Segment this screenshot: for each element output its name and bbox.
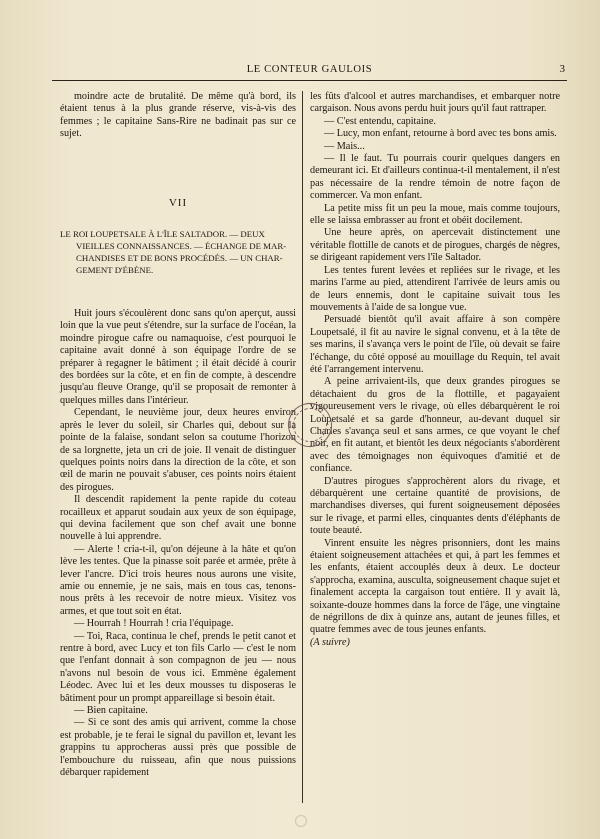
paragraph: Les tentes furent levées et repliées sur le rivage, et les marins l'arme au pied, attendirent l'arrivée de leurs amis ou de leurs ennemis, dont le capitaine suivait tous les mouvements à l'aide de sa longue vue. xyxy=(310,264,560,313)
paragraph: Huit jours s'écoulèrent donc sans qu'on aperçut, aussi loin que la vue peut s'étendre, sur la surface de l'océan, la moindre pirogue cafre ou namaquoise, c'est pourquoi le capitaine avait donné à son équipage l'ordre de se préparer à regagner le bâtiment ; il était décidé à courir des bordées sur la côte, et en fin de compte, à descendre jusqu'au fleuve Orange, qu'il se proposait de remonter à quelques milles dans l'intérieur. xyxy=(60,308,296,406)
paragraph: D'autres pirogues s'approchèrent alors du rivage, et débarquèrent une certaine quantité de provisions, de marchandises diverses, qui furent soigneusement déposées sur le rivage, et parmi elles, cinquantes dents d'éléphants de toute beauté. xyxy=(310,475,560,537)
dialogue-paragraph: — Alerte ! cria-t-il, qu'on déjeune à la hâte et qu'on lève les tentes. Que la pinasse soit parée et armée, prête à lever l'ancre. D'ici trois heures nous aurons une visite, amie ou ennemie, je ne sais, mais en tous cas, tenons-nous prêts à les recevoir de notre mieux. Visitez vos armes, et que tout soit en état. xyxy=(60,543,296,617)
dialogue-paragraph: — Hourrah ! Hourrah ! cria l'équipage. xyxy=(74,618,234,630)
column-divider xyxy=(302,91,303,803)
paragraph: moindre acte de brutalité. De même qu'à bord, ils étaient tenus à la plus grande réserve, vis-à-vis des femmes ; le capitaine Sans-Rire ne badinait pas sur ce sujet. xyxy=(60,91,296,140)
dialogue-paragraph: — Bien capitaine. xyxy=(74,705,148,717)
page-number: 3 xyxy=(559,63,565,75)
dialogue-paragraph: — Lucy, mon enfant, retourne à bord avec tes bons amis. xyxy=(324,128,557,140)
left-column xyxy=(60,91,296,779)
to-be-continued: (A suivre) xyxy=(310,636,350,648)
dialogue-paragraph: — Toi, Raca, continua le chef, prends le petit canot et rentre à bord, avec Lucy et ton fils Carlo — c'est le nom que l'enfant donnait à son compagnon de jeu — nous n'avons nul besoin de vous ici. Emmène également Léodec. Avec lui et les deux mousses tu disposeras le bâtiment pour un prompt appareillage si besoin était. xyxy=(60,630,296,704)
dialogue-paragraph: — Si ce sont des amis qui arrivent, comme la chose est probable, je te ferai le signal du pavillon et, levant les grappins tu approcheras aussi près que possible de l'embouchure du ruisseau, afin que nous puissions débarquer rapidement xyxy=(60,717,296,779)
summary-line: VIEILLES CONNAISSANCES. — ÉCHANGE DE MAR- xyxy=(76,241,287,252)
chapter-summary xyxy=(60,228,296,276)
summary-line: LE ROI LOUPETSALE À L'ÎLE SALTADOR. — DEUX xyxy=(60,229,265,240)
right-column xyxy=(310,91,560,649)
paragraph: les fûts d'alcool et autres marchandises, et embarquer notre cargaison. Nous avons perdu huit jours qu'il faut rattraper. xyxy=(310,91,560,115)
dialogue-paragraph: — Il le faut. Tu pourrais courir quelques dangers en demeurant ici. Et d'ailleurs continua-t-il mentalement, il n'est pas nécessaire de la rendre témoin de notre façon de commercer. Va mon enfant. xyxy=(310,153,560,202)
running-title: LE CONTEUR GAULOIS xyxy=(246,64,373,75)
chapter-heading: VII xyxy=(168,196,188,209)
paragraph: A peine arrivaient-ils, que deux grandes pirogues se détachaient du gros de la flottille, et pagayaient vigoureusement vers le rivage, où elles débarquèrent le roi Loupetsalé et sa garde d'honneur, au-devant duquel sir Charles s'avança seul et sans armes, ce que voyant le chef noir, en fit autant, et bientôt les deux négociants s'abordèrent avec des témoignages non équivoques d'amitié et de confiance. xyxy=(310,376,560,475)
dialogue-paragraph: — C'est entendu, capitaine. xyxy=(324,115,436,127)
paragraph: Il descendit rapidement la pente rapide du coteau rocailleux et apparut soudain aux yeux de son équipage, qui devina facilement que son chef avait une bonne nouvelle à lui apprendre. xyxy=(60,494,296,543)
paragraph: Cependant, le neuvième jour, deux heures environ après le lever du soleil, sir Charles qui, debout sur la pointe de la falaise, sondant selon sa coutume l'horizon de sa lorgnette, jeta un cri de joie. Il venait de distinguer quelques points noirs dans la direction de la côte, et son œil de marin ne pouvait s'abuser, ces points noirs étaient des pirogues. xyxy=(60,407,296,493)
paragraph: Persuadé bientôt qu'il avait affaire à son compère Loupetsalé, il fit au navire le signal convenu, et à la tête de ses marins, il s'avança vers le point de l'île, où devait se faire l'échange, du côté opposé au mouillage du Requin, tel avait été l'arrangement intervenu. xyxy=(310,314,560,375)
page-header xyxy=(52,64,567,81)
summary-line: CHANDISES ET DE BONS PROCÉDÉS. — UN CHAR- xyxy=(76,253,283,264)
summary-line: GEMENT D'ÉBÈNE. xyxy=(76,265,154,276)
paragraph: La petite miss fit un peu la moue, mais comme toujours, elle se laissa embrasser au front et obéit docilement. xyxy=(310,202,560,227)
dialogue-paragraph: — Mais... xyxy=(324,140,365,152)
paragraph: Une heure après, on apercevait distinctement une véritable flottille de canots et de pirogues, chargés de nègres, se dirigeant rapidement vers l'île Saltador. xyxy=(310,227,560,264)
paragraph: Vinrent ensuite les nègres prisonniers, dont les mains étaient soigneusement attachées et qui, à part les femmes et les enfants, étaient accouplés deux à deux. Le docteur s'approcha, examina, ausculta, soigneusement chaque sujet et finalement accepta la cargaison tout entière. Il y avait là, soixante-douze hommes dans la force de l'âge, une vingtaine de négrillons de dix à quinze ans, autant de jeunes filles, et quatre femmes avec de tous jeunes enfants. xyxy=(310,537,560,636)
binding-hole-mark xyxy=(295,815,307,827)
